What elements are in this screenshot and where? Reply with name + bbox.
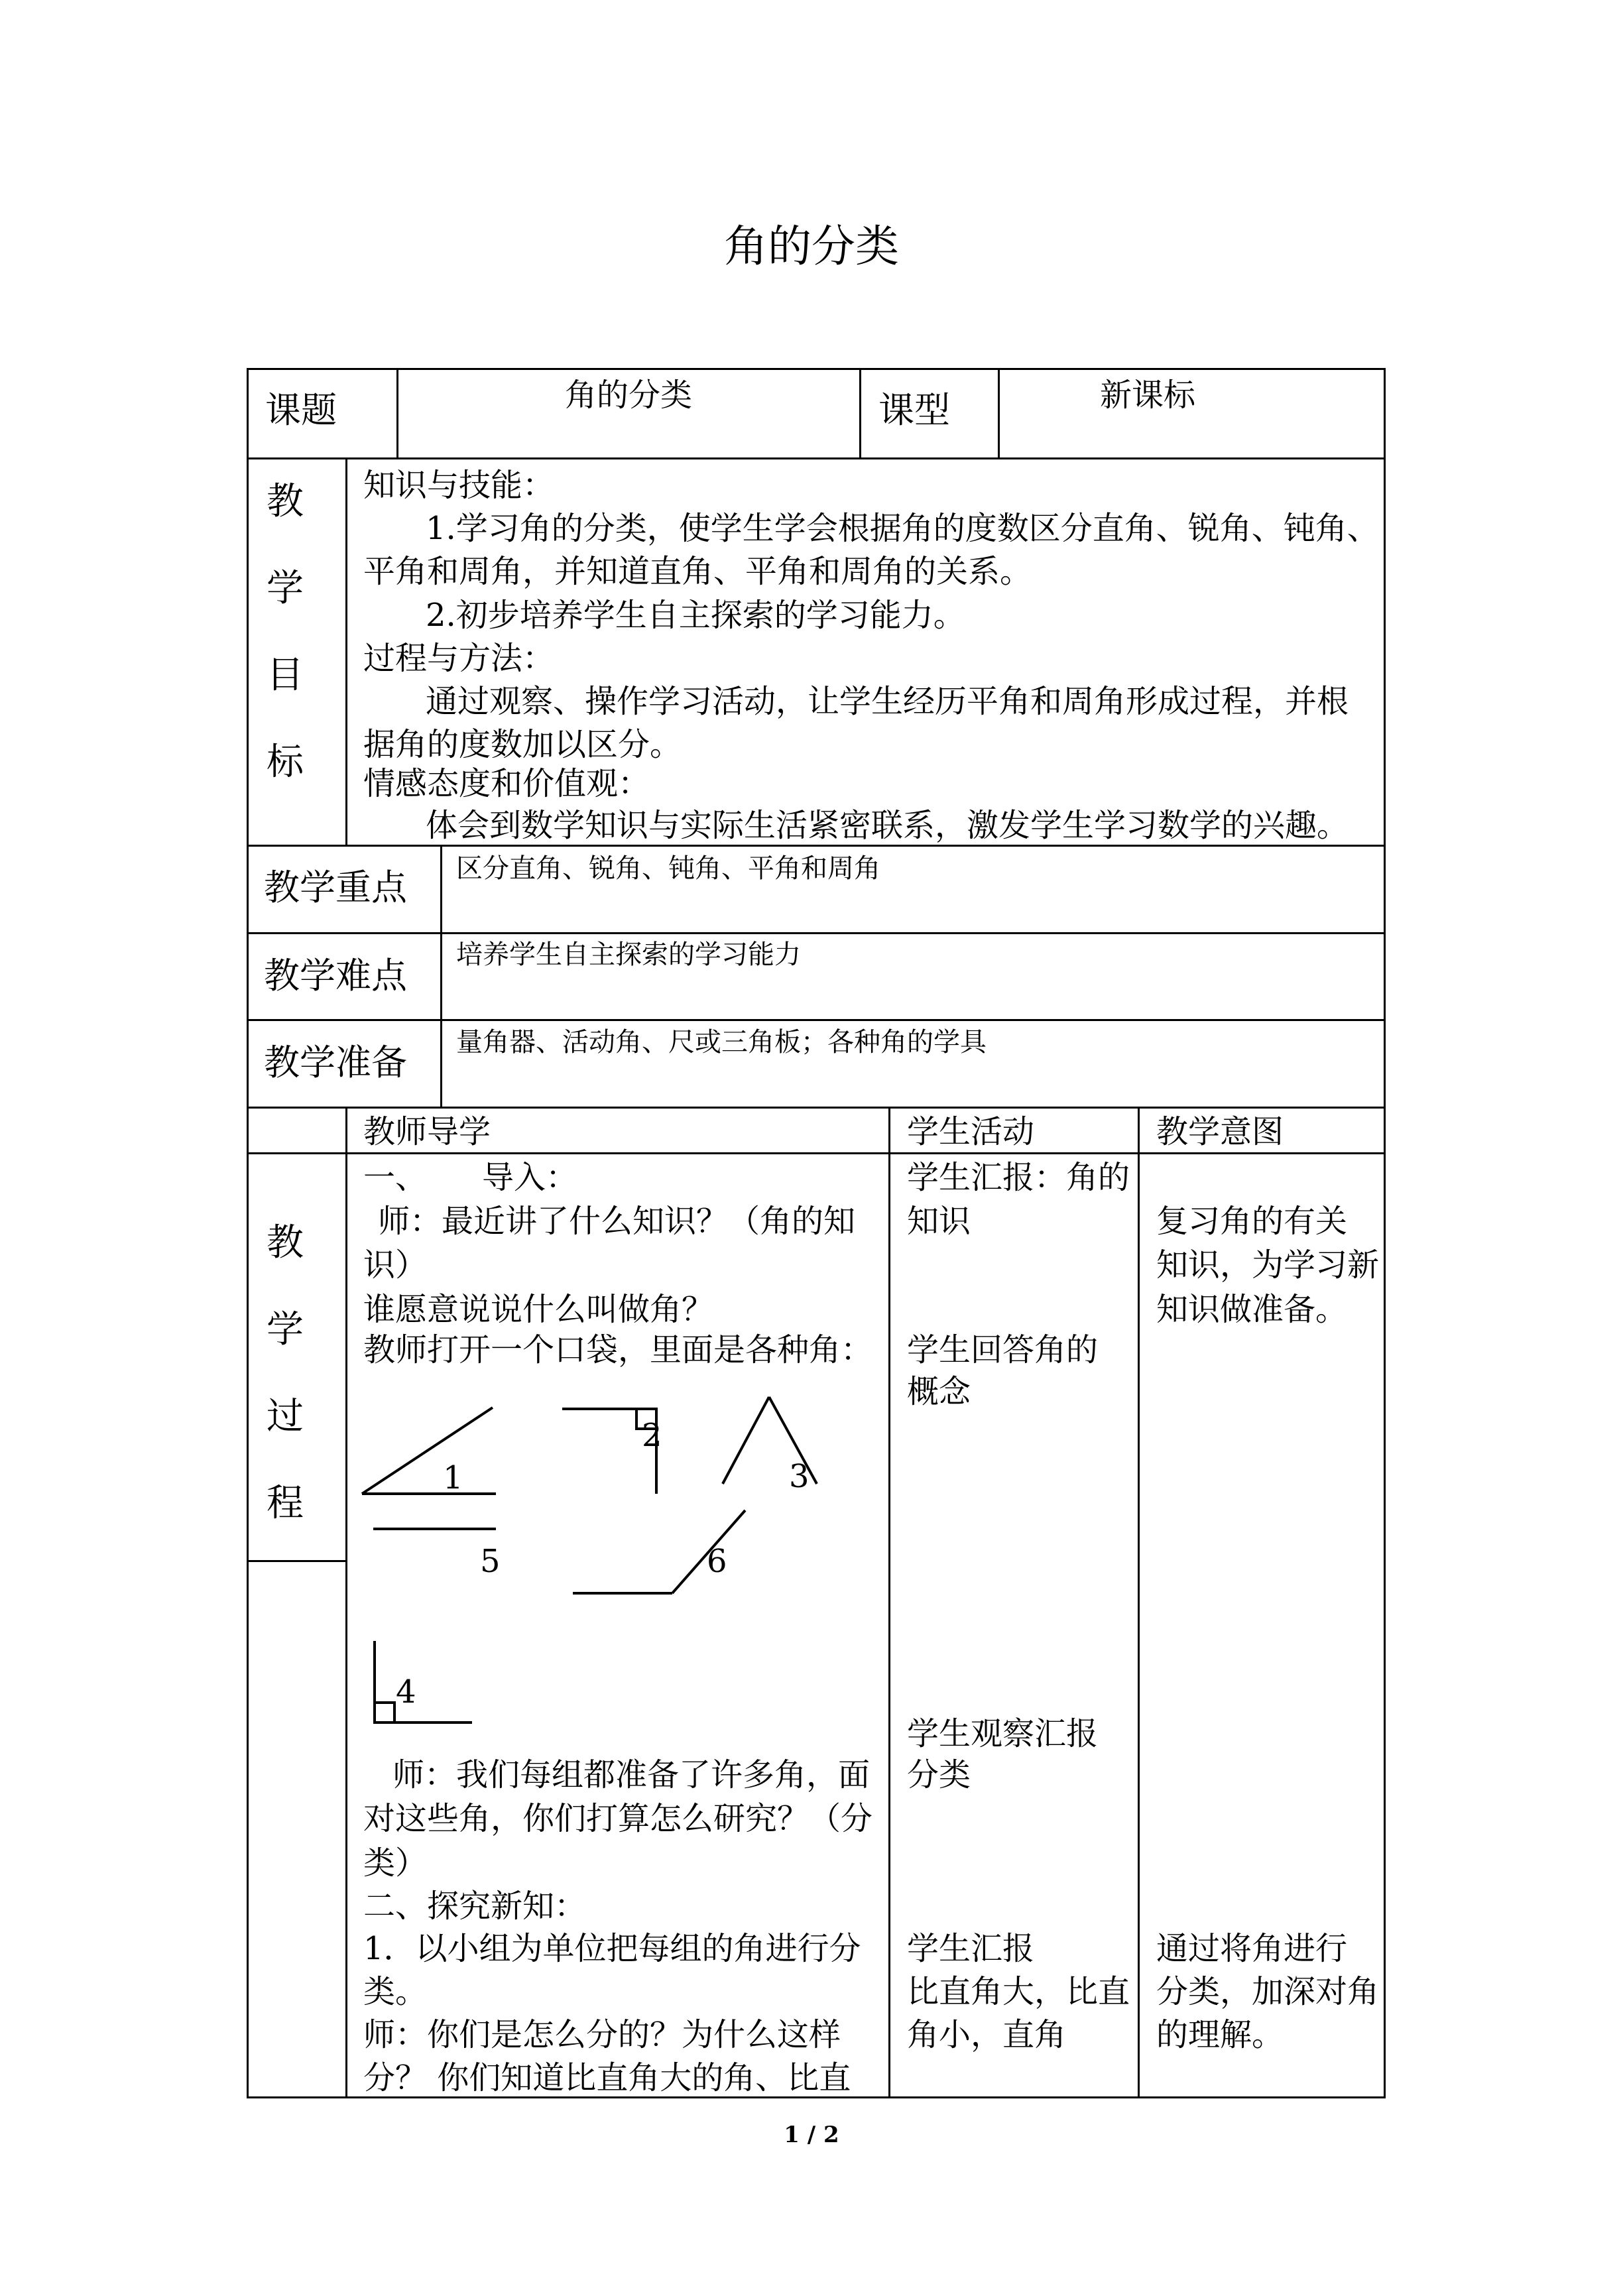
- difficulty-value: 培养学生自主探索的学习能力: [456, 939, 801, 970]
- subject-label: 课题: [265, 389, 337, 431]
- key-point-label: 教学重点: [264, 867, 407, 908]
- angle-label-2: 2: [642, 1417, 662, 1454]
- angle-label-1: 1: [443, 1459, 463, 1496]
- key-point-value: 区分直角、锐角、钝角、平角和周角: [456, 853, 880, 884]
- objectives-label: 教 学 目 标: [267, 480, 304, 784]
- header-intent: 教学意图: [1156, 1113, 1284, 1150]
- document-title: 角的分类: [724, 221, 899, 272]
- angle-4-right-mark: [375, 1703, 394, 1722]
- difficulty-label: 教学难点: [264, 955, 407, 997]
- angle-1-ray-a: [362, 1408, 493, 1494]
- process-label: 教 学 过 程: [267, 1221, 304, 1525]
- angle-3-ray-a: [723, 1397, 769, 1484]
- angle-label-6: 6: [707, 1543, 727, 1580]
- intro-title: 导入：: [482, 1159, 578, 1196]
- type-label: 课型: [878, 389, 950, 431]
- subject-value: 角的分类: [564, 377, 692, 414]
- angle-label-4: 4: [396, 1673, 416, 1711]
- angle-label-5: 5: [480, 1543, 501, 1580]
- intro-number: 一、: [363, 1159, 428, 1196]
- preparation-value: 量角器、活动角、尺或三角板；各种角的学具: [456, 1027, 987, 1057]
- preparation-label: 教学准备: [264, 1042, 407, 1083]
- header-student: 学生活动: [907, 1113, 1035, 1150]
- page-number: 1 / 2: [784, 2122, 839, 2148]
- angle-label-3: 3: [789, 1458, 810, 1495]
- type-value: 新课标: [1099, 377, 1195, 414]
- header-teacher: 教师导学: [363, 1113, 491, 1150]
